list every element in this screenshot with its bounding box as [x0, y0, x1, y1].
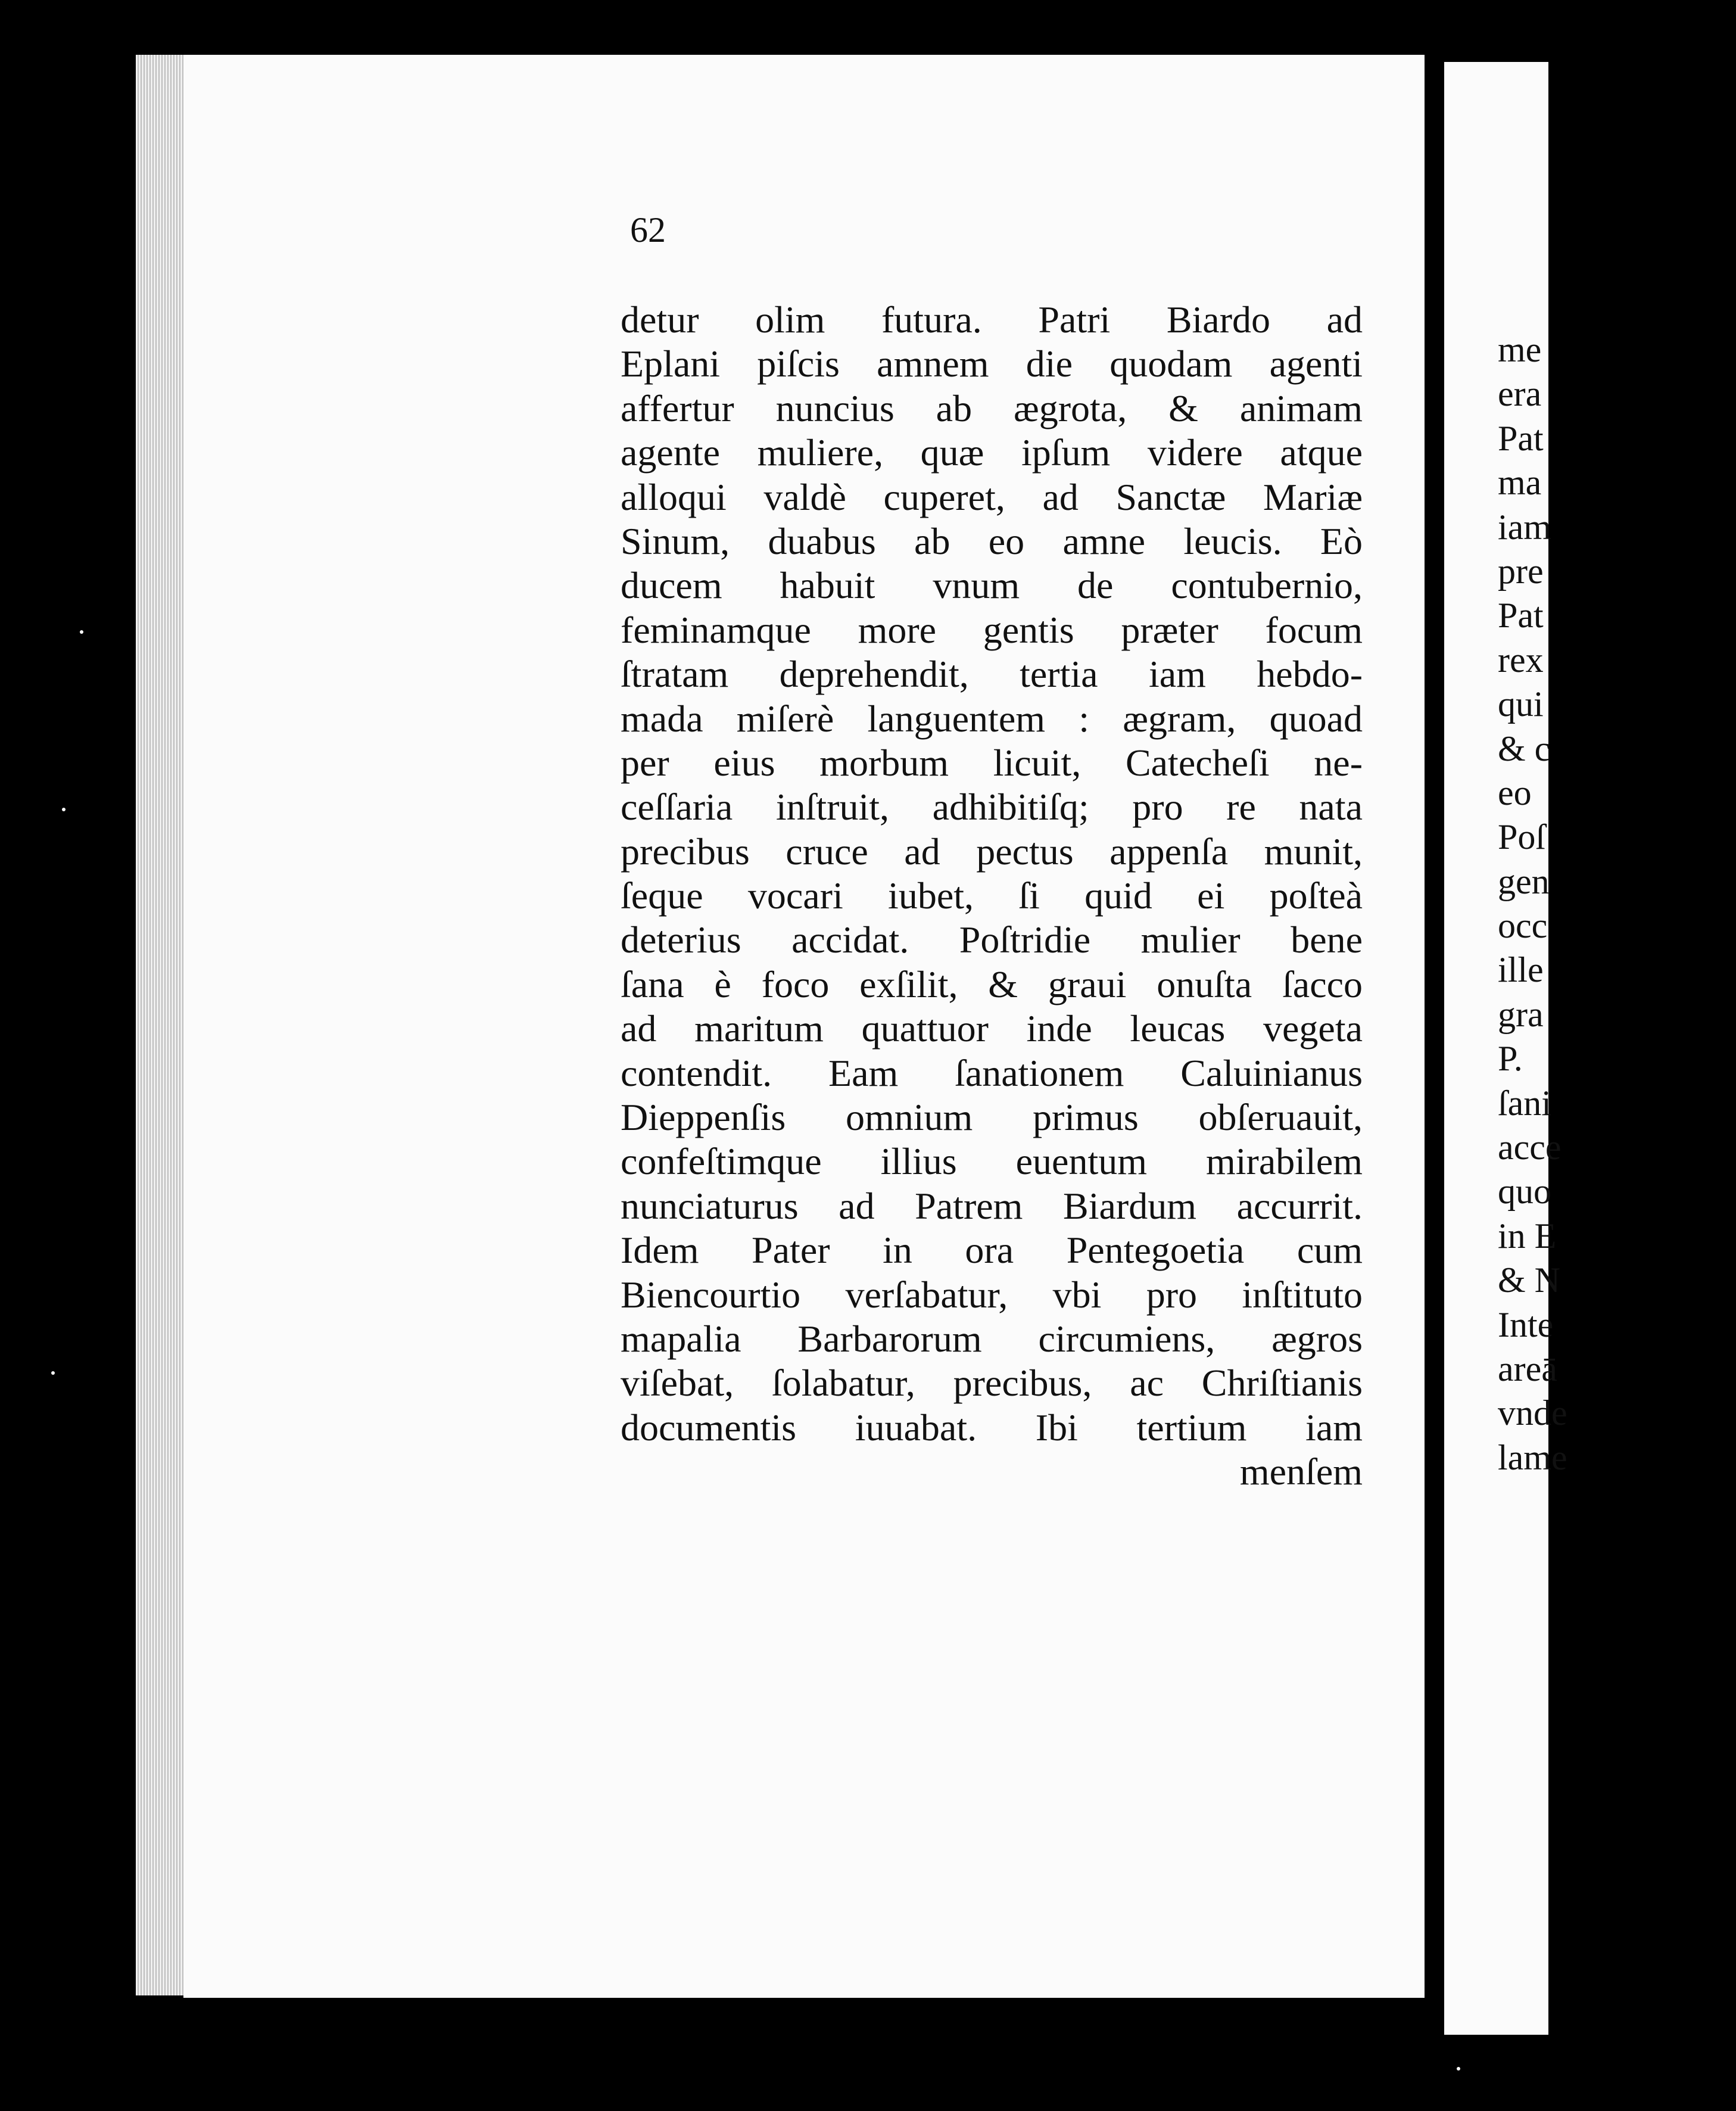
next-page-line: era — [1498, 374, 1542, 414]
text-line: feminamque more gentis præter focum — [621, 608, 1363, 651]
text-line: documentis iuuabat. Ibi tertium iam — [621, 1406, 1363, 1449]
next-page-line: Pat — [1498, 596, 1544, 636]
next-page-line: iam — [1498, 507, 1551, 547]
page-number: 62 — [630, 210, 666, 250]
text-line: nunciaturus ad Patrem Biardum accurrit. — [621, 1184, 1363, 1227]
text-line: deterius accidat. Poſtridie mulier bene — [621, 918, 1363, 961]
text-line: precibus cruce ad pectus appenſa munit, — [621, 830, 1363, 873]
next-page-line: quo — [1498, 1172, 1551, 1212]
next-page — [1444, 62, 1567, 2035]
next-page-line: in E — [1498, 1216, 1557, 1256]
text-line: Dieppenſis omnium primus obſeruauit, — [621, 1096, 1363, 1139]
next-page-line: me — [1498, 330, 1542, 369]
text-line: ſana è foco exſilit, & graui onuſta ſacco — [621, 963, 1363, 1005]
scan-speck — [51, 1371, 55, 1375]
text-line: viſebat, ſolabatur, precibus, ac Chriſtianis — [621, 1362, 1363, 1405]
text-line: detur olim futura. Patri Biardo ad — [621, 298, 1363, 341]
text-line: agente muliere, quæ ipſum videre atque — [621, 431, 1363, 474]
next-page-line: areā — [1498, 1349, 1557, 1388]
scan-speck — [80, 630, 83, 634]
text-line: Biencourtio verſabatur, vbi pro inſtituto — [621, 1273, 1363, 1316]
next-page-line: gen — [1498, 861, 1550, 901]
next-page-text-block — [1498, 328, 1736, 1480]
next-page-line: qui — [1498, 684, 1544, 724]
next-page-line: pre — [1498, 551, 1544, 591]
next-page-line: acce — [1498, 1128, 1562, 1167]
next-page-line: lame — [1498, 1437, 1567, 1477]
next-page-line: vnde — [1498, 1393, 1567, 1433]
text-line: ducem habuit vnum de contubernio, — [621, 564, 1363, 607]
text-line: per eius morbum licuit, Catecheſi ne- — [621, 741, 1363, 784]
text-line: mada miſerè languentem : ægram, quoad — [621, 697, 1363, 740]
text-line: mapalia Barbarorum circumiens, ægros — [621, 1317, 1363, 1360]
next-page-line: occ — [1498, 906, 1548, 946]
text-line: Eplani piſcis amnem die quodam agenti — [621, 343, 1363, 385]
main-text-block — [621, 298, 1363, 1494]
text-line: alloqui valdè cuperet, ad Sanctæ Mariæ — [621, 475, 1363, 518]
next-page-line: ille — [1498, 950, 1544, 990]
next-page-line: ma — [1498, 463, 1542, 503]
text-line: Sinum, duabus ab eo amne leucis. Eò — [621, 519, 1363, 562]
next-page-line: P. — [1498, 1039, 1523, 1079]
text-line: Idem Pater in ora Pentegoetia cum — [621, 1229, 1363, 1272]
next-page-line: Inte — [1498, 1304, 1554, 1344]
scan-speck — [62, 808, 66, 811]
text-line: affertur nuncius ab ægrota, & animam — [621, 387, 1363, 429]
text-line: contendit. Eam ſanationem Caluinianus — [621, 1051, 1363, 1094]
next-page-line: & c — [1498, 728, 1551, 768]
next-page-line: rex — [1498, 640, 1544, 680]
next-page-line: gra — [1498, 994, 1544, 1034]
text-line: ſtratam deprehendit, tertia iam hebdo- — [621, 653, 1363, 696]
next-page-line: & N — [1498, 1260, 1560, 1300]
text-line: confeſtimque illius euentum mirabilem — [621, 1140, 1363, 1183]
page-edges-stack — [136, 55, 185, 1995]
next-page-line: Pat — [1498, 418, 1544, 458]
scan-speck — [1457, 2067, 1460, 2070]
next-page-line: Poſ — [1498, 817, 1546, 857]
catchword: menſem — [1239, 1450, 1363, 1493]
next-page-line: ſani — [1498, 1083, 1551, 1123]
text-line: ceſſaria inſtruit, adhibitiſq; pro re nata — [621, 786, 1363, 829]
text-line: ſeque vocari iubet, ſi quid ei poſteà — [621, 874, 1363, 917]
next-page-line: eo — [1498, 773, 1532, 812]
text-line: ad maritum quattuor inde leucas vegeta — [621, 1007, 1363, 1050]
